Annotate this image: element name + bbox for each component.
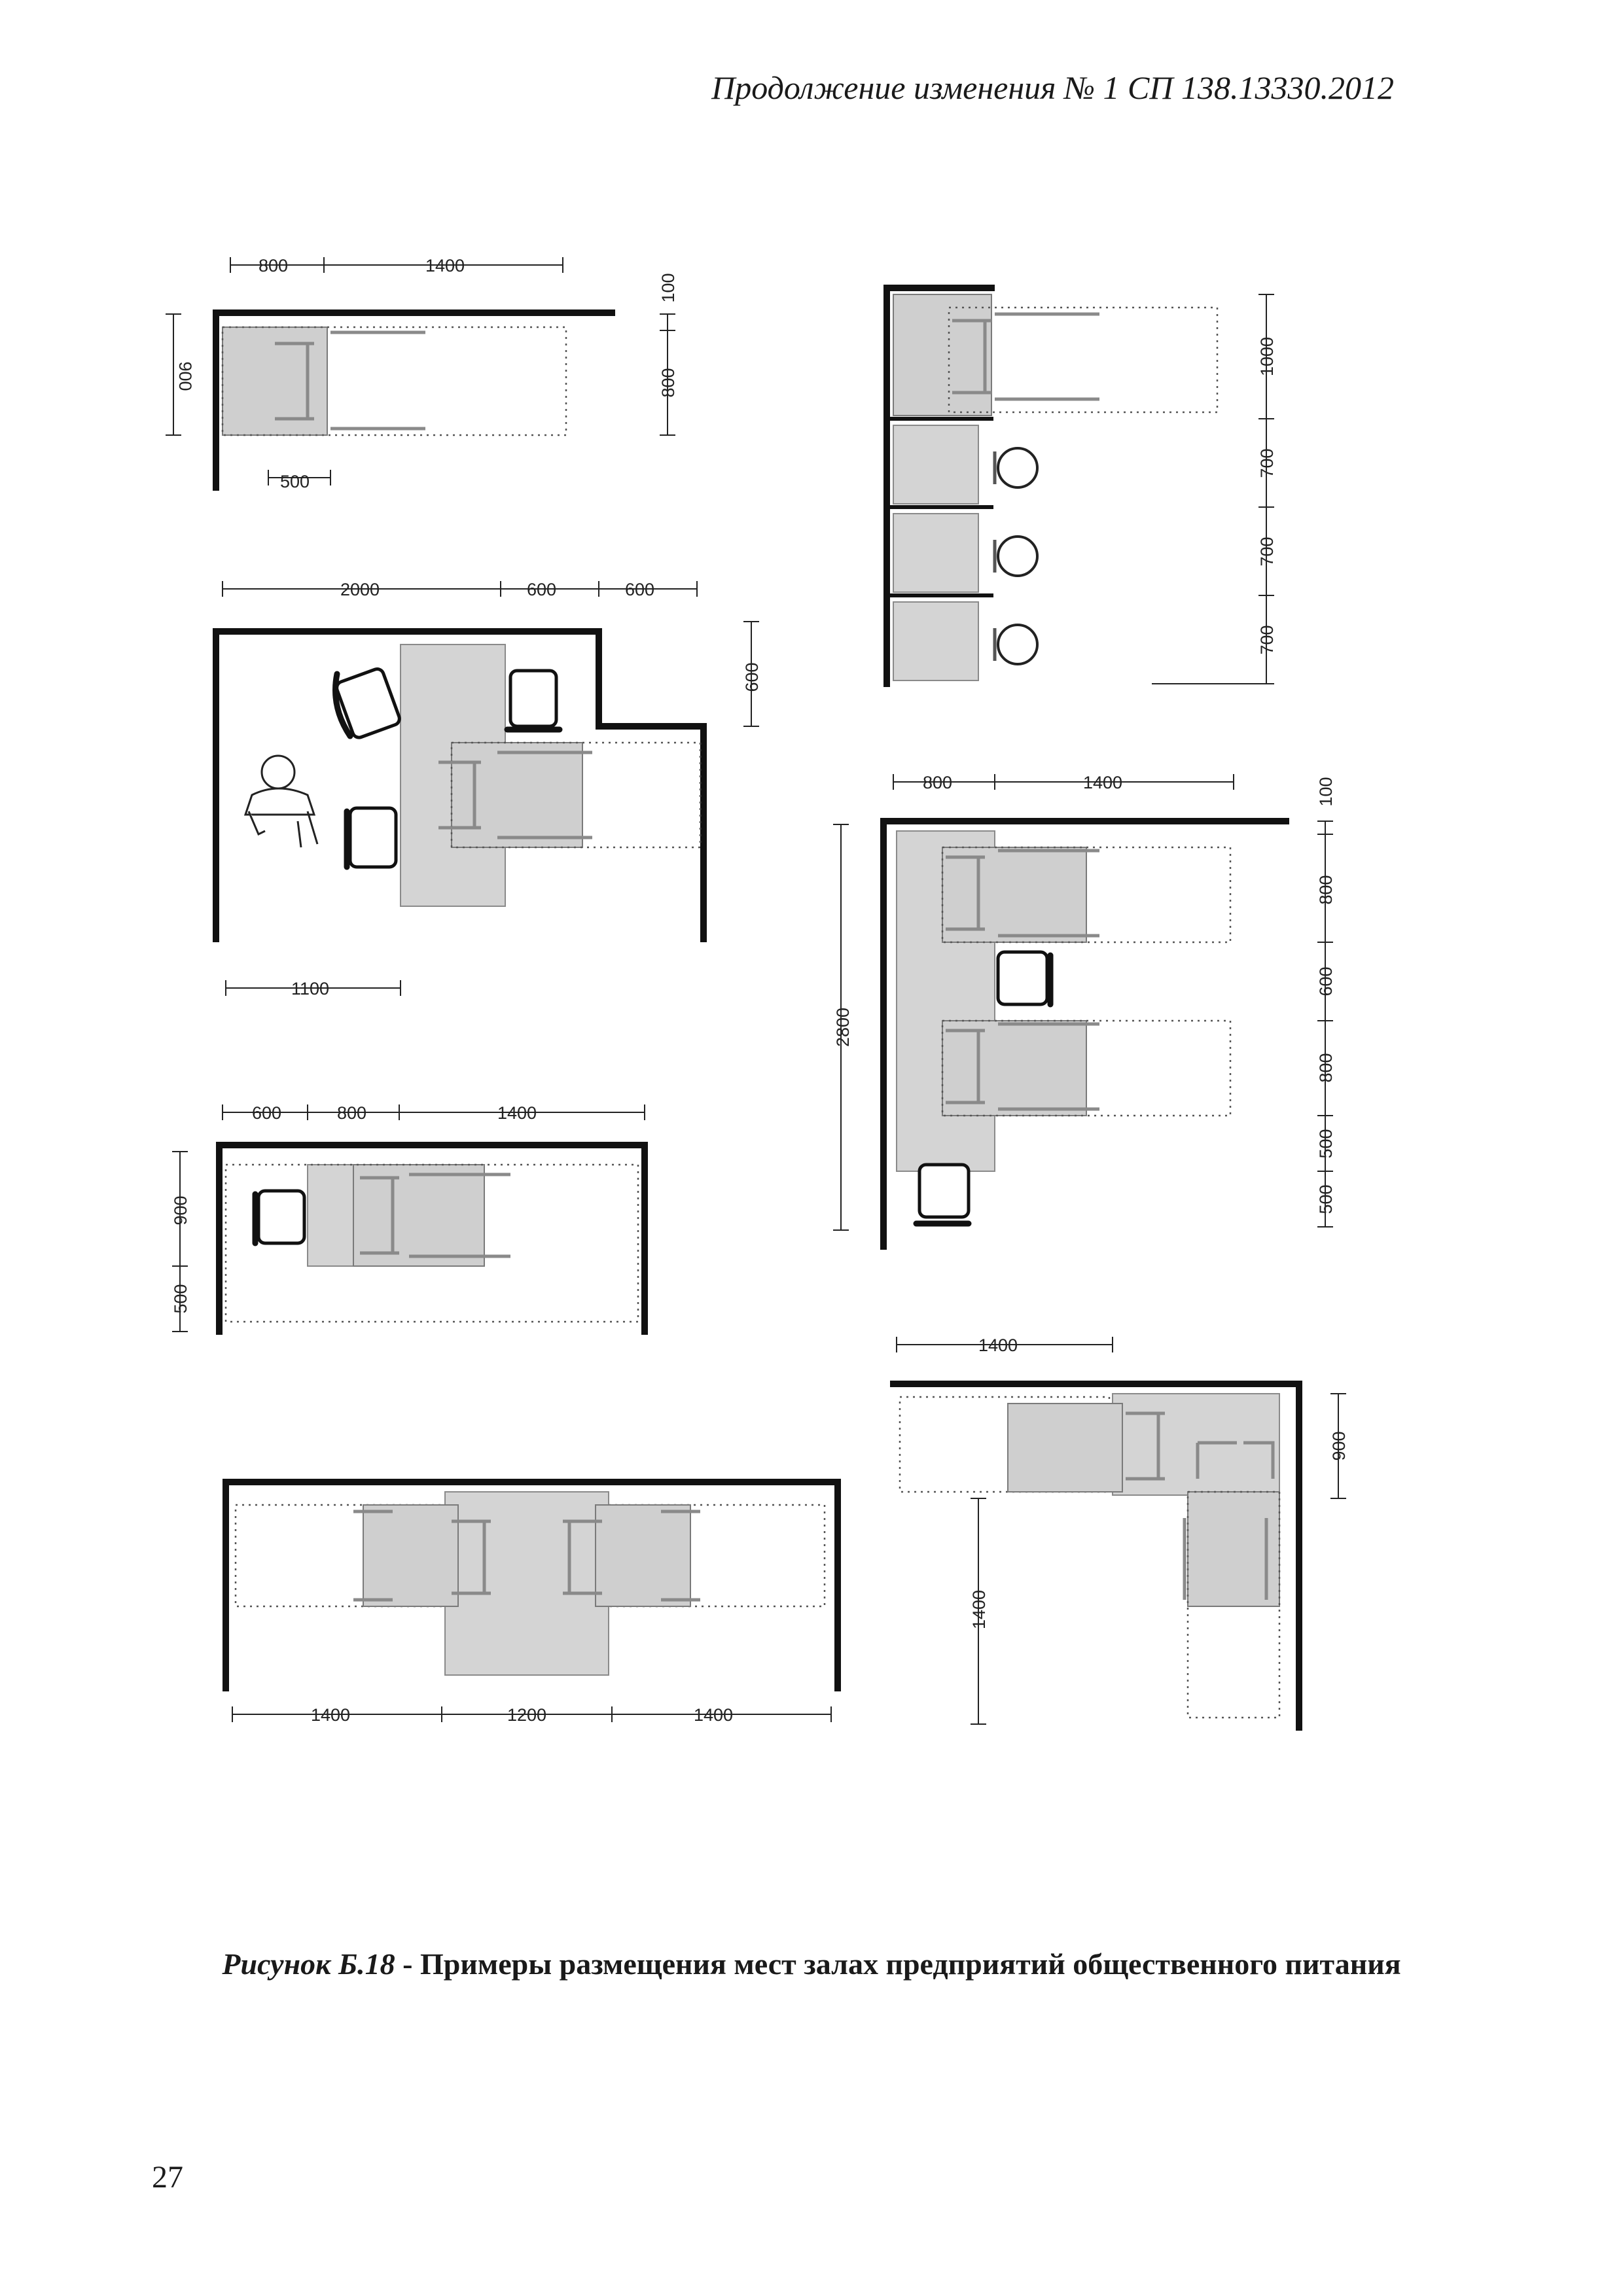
dim-d7-top-1: 1400 — [978, 1335, 1018, 1355]
layout-corner-table-single — [166, 256, 678, 491]
dim-d6-right-6: 500 — [1316, 1184, 1336, 1214]
dim-d7-left-1: 1400 — [969, 1589, 989, 1630]
dim-d1-bottom-1: 500 — [280, 472, 310, 491]
dim-d6-top-1: 800 — [923, 773, 953, 792]
dim-d6-right-5: 500 — [1316, 1129, 1336, 1159]
layout-corner-table-double — [893, 1335, 1349, 1727]
dim-d1-right-1: 100 — [658, 273, 678, 303]
layout-wall-table-single — [171, 1103, 645, 1332]
layout-multi-chair-room — [216, 580, 762, 998]
dim-d6-top-2: 1400 — [1083, 773, 1123, 792]
layout-bar-counter — [887, 288, 1277, 684]
dim-d5-right-2: 700 — [1257, 448, 1277, 478]
dim-d6-right-4: 800 — [1316, 1053, 1336, 1083]
dim-d4-bottom-2: 1200 — [507, 1705, 547, 1725]
dim-d2-top-3: 600 — [625, 580, 655, 599]
dim-d2-bottom-1: 1100 — [291, 979, 330, 998]
dim-d6-left-1: 2800 — [833, 1007, 853, 1048]
dim-d5-right-4: 700 — [1257, 625, 1277, 655]
dim-d2-top-1: 2000 — [340, 580, 380, 599]
dim-d3-left-2: 500 — [171, 1284, 190, 1314]
dim-d1-top-1: 800 — [259, 256, 289, 275]
dim-d6-right-1: 100 — [1316, 777, 1336, 807]
dim-d4-bottom-3: 1400 — [694, 1705, 734, 1725]
dim-d3-top-1: 600 — [252, 1103, 282, 1123]
dim-d5-right-1: 1000 — [1257, 336, 1277, 377]
dim-d5-right-3: 700 — [1257, 537, 1277, 567]
figure-label: Рисунок Б.18 — [222, 1947, 395, 1981]
dim-d4-bottom-1: 1400 — [311, 1705, 351, 1725]
layout-wall-table-double — [226, 1482, 838, 1725]
dim-d1-left-1: 900 — [175, 361, 195, 391]
dim-d7-right-1: 900 — [1329, 1431, 1349, 1461]
figure-caption — [0, 1947, 1623, 1981]
layout-long-table — [833, 773, 1336, 1246]
dim-d3-top-2: 800 — [337, 1103, 367, 1123]
caption-separator: - — [395, 1947, 420, 1981]
dim-d2-right-1: 600 — [742, 662, 762, 692]
page-number: 27 — [152, 2160, 183, 2195]
dim-d3-top-3: 1400 — [497, 1103, 537, 1123]
dim-d1-top-2: 1400 — [425, 256, 465, 275]
caption-text: Примеры размещения мест залах предприятий общественного питания — [420, 1947, 1401, 1981]
dim-d3-left-1: 900 — [171, 1195, 190, 1226]
dim-d1-right-2: 800 — [658, 368, 678, 398]
dim-d2-top-2: 600 — [527, 580, 557, 599]
running-header: Продолжение изменения № 1 СП 138.13330.2012 — [711, 69, 1394, 106]
dim-d6-right-2: 800 — [1316, 875, 1336, 905]
person-figure — [245, 756, 317, 847]
dim-d6-right-3: 600 — [1316, 966, 1336, 997]
